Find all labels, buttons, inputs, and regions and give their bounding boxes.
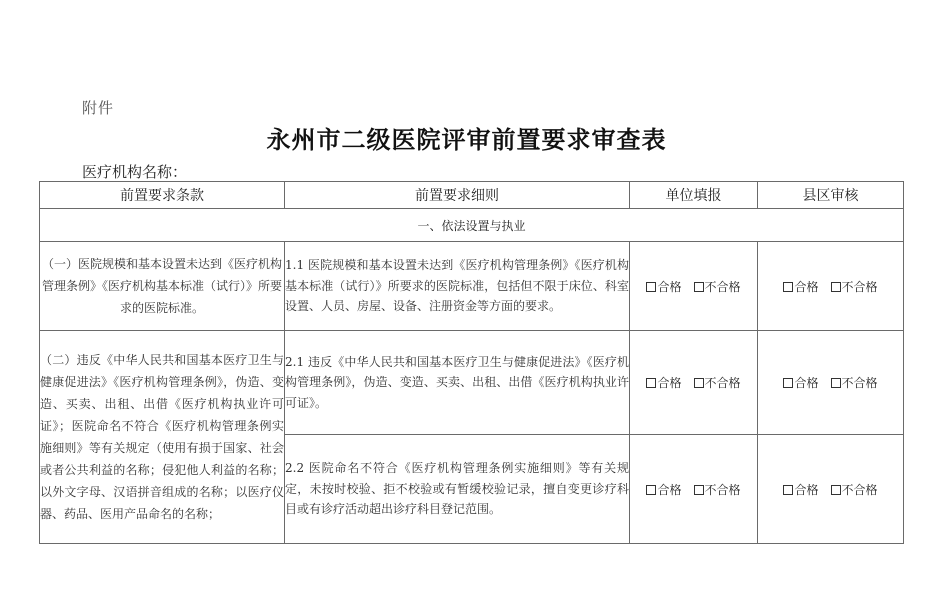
county-review-cell	[758, 331, 904, 435]
checkbox-icon	[831, 378, 841, 388]
pass-label: 合格	[657, 279, 682, 294]
checkbox-icon	[646, 378, 656, 388]
fail-label: 不合格	[841, 482, 878, 497]
checkbox-icon	[694, 282, 704, 292]
fail-checkbox[interactable]	[831, 374, 878, 391]
detail-cell: 2.2 医院命名不符合《医疗机构管理条例实施细则》等有关规定，未按时校验、拒不校验或有暂缓校验记录，擅自变更诊疗科目或有诊疗活动超出诊疗科目登记范围。	[285, 435, 630, 544]
pass-label: 合格	[657, 482, 682, 497]
pass-label: 合格	[794, 482, 819, 497]
review-table	[39, 181, 904, 544]
table-row	[40, 331, 904, 435]
table-row	[40, 242, 904, 331]
pass-checkbox[interactable]	[646, 481, 681, 498]
checkbox-icon	[646, 485, 656, 495]
checkbox-icon	[783, 282, 793, 292]
fail-checkbox[interactable]	[831, 481, 878, 498]
header-detail: 前置要求细则	[285, 182, 630, 209]
header-unit-fill: 单位填报	[630, 182, 758, 209]
checkbox-icon	[783, 485, 793, 495]
unit-fill-cell	[630, 242, 758, 331]
fail-checkbox[interactable]	[694, 374, 741, 391]
checkbox-icon	[783, 378, 793, 388]
fail-label: 不合格	[704, 376, 741, 390]
clause-cell: （二）违反《中华人民共和国基本医疗卫生与健康促进法》《医疗机构管理条例》，伪造、变造、买卖、出租、出借《医疗机构执业许可证》；医院命名不符合《医疗机构管理条例实施细则》等有关规定（使用有损于国家、社会或者公共利益的名称；侵犯他人利益的名称；以外文字母、汉语拼音组成的名称；以医疗仪器、药品、医用产品命名的名称；	[40, 331, 285, 544]
clause-cell: （一）医院规模和基本设置未达到《医疗机构管理条例》《医疗机构基本标准（试行）》所要求的医院标准。	[40, 242, 285, 331]
fail-label: 不合格	[704, 482, 741, 497]
unit-fill-cell	[630, 435, 758, 544]
page-title: 永州市二级医院评审前置要求审查表	[266, 125, 667, 154]
checkbox-icon	[646, 282, 656, 292]
attachment-label: 附件	[82, 99, 115, 117]
pass-checkbox[interactable]	[783, 374, 818, 391]
fail-checkbox[interactable]	[831, 278, 878, 295]
fail-label: 不合格	[841, 279, 878, 294]
section-row	[40, 209, 904, 242]
unit-fill-cell	[630, 331, 758, 435]
fail-label: 不合格	[841, 376, 878, 390]
fail-label: 不合格	[704, 279, 741, 294]
checkbox-icon	[694, 485, 704, 495]
county-review-cell	[758, 242, 904, 331]
fail-checkbox[interactable]	[694, 481, 741, 498]
pass-label: 合格	[794, 279, 819, 294]
pass-checkbox[interactable]	[783, 481, 818, 498]
county-review-cell	[758, 435, 904, 544]
fail-checkbox[interactable]	[694, 278, 741, 295]
table-header-row	[40, 182, 904, 209]
checkbox-icon	[831, 485, 841, 495]
pass-checkbox[interactable]	[646, 374, 681, 391]
section-title: 一、依法设置与执业	[40, 209, 904, 242]
header-clause: 前置要求条款	[40, 182, 285, 209]
pass-label: 合格	[657, 376, 682, 390]
pass-checkbox[interactable]	[783, 278, 818, 295]
pass-checkbox[interactable]	[646, 278, 681, 295]
org-name-label: 医疗机构名称：	[82, 163, 188, 181]
detail-cell: 2.1 违反《中华人民共和国基本医疗卫生与健康促进法》《医疗机构管理条例》，伪造、变造、买卖、出租、出借《医疗机构执业许可证》。	[285, 331, 630, 435]
detail-cell: 1.1 医院规模和基本设置未达到《医疗机构管理条例》《医疗机构基本标准（试行）》所要求的医院标准，包括但不限于床位、科室设置、人员、房屋、设备、注册资金等方面的要求。	[285, 242, 630, 331]
checkbox-icon	[694, 378, 704, 388]
checkbox-icon	[831, 282, 841, 292]
header-county-review: 县区审核	[758, 182, 904, 209]
pass-label: 合格	[794, 376, 819, 390]
